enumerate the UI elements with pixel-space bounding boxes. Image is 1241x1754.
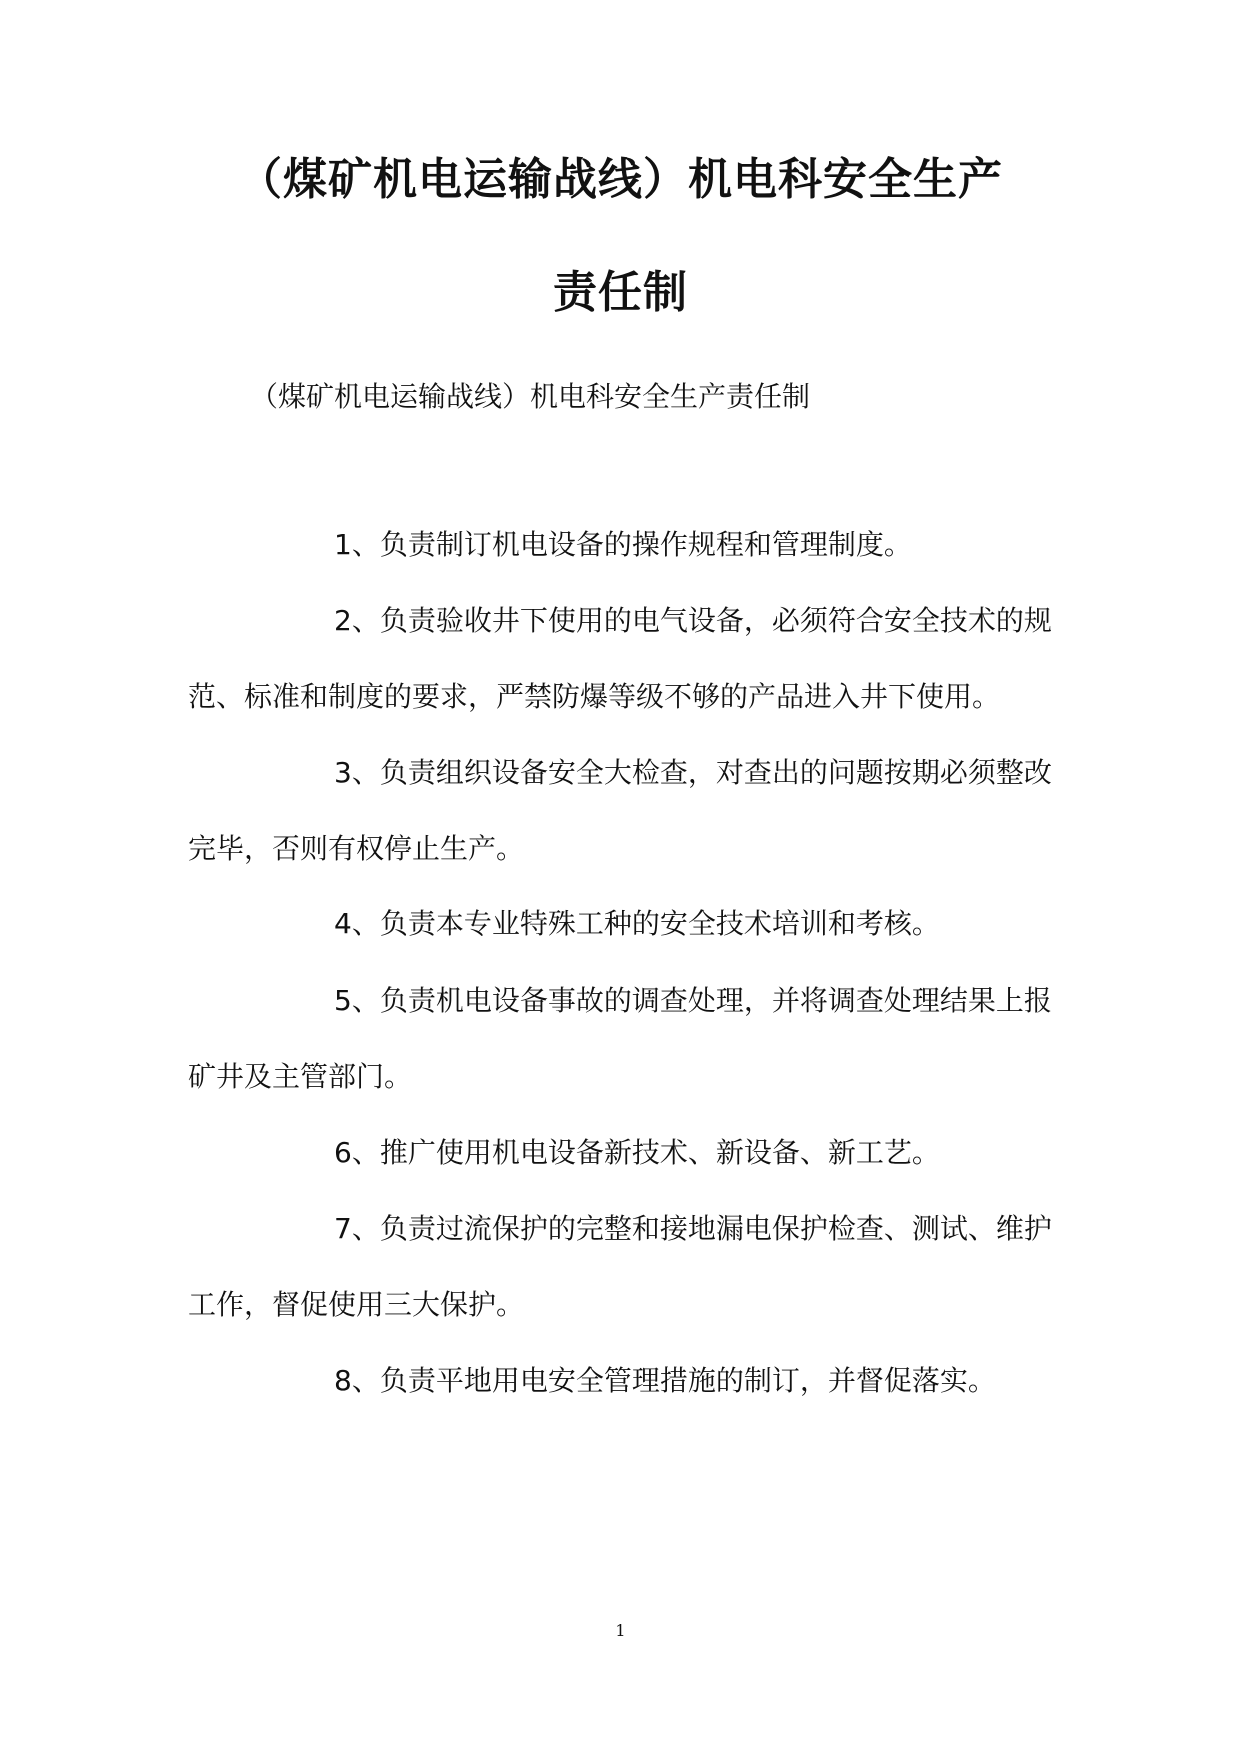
paragraph-2: 2、负责验收井下使用的电气设备，必须符合安全技术的规范、标准和制度的要求，严禁防爆等级不够的产品进入井下使用。 bbox=[188, 604, 1052, 713]
paragraph-7: 7、负责过流保护的完整和接地漏电保护检查、测试、维护工作，督促使用三大保护。 bbox=[188, 1212, 1052, 1321]
paragraph-3: 3、负责组织设备安全大检查，对查出的问题按期必须整改完毕，否则有权停止生产。 bbox=[188, 756, 1052, 865]
paragraph-4: 4、负责本专业特殊工种的安全技术培训和考核。 bbox=[334, 907, 940, 940]
paragraph-6: 6、推广使用机电设备新技术、新设备、新工艺。 bbox=[334, 1136, 940, 1169]
paragraph-1: 1、负责制订机电设备的操作规程和管理制度。 bbox=[334, 528, 912, 561]
document-subtitle: （煤矿机电运输战线）机电科安全生产责任制 bbox=[250, 380, 811, 413]
paragraph-8: 8、负责平地用电安全管理措施的制订，并督促落实。 bbox=[334, 1364, 996, 1397]
document-title-line-2: 责任制 bbox=[553, 267, 688, 318]
paragraph-5: 5、负责机电设备事故的调查处理，并将调查处理结果上报矿井及主管部门。 bbox=[188, 984, 1052, 1093]
page-number: 1 bbox=[615, 1621, 626, 1640]
document-title-line-1: （煤矿机电运输战线）机电科安全生产 bbox=[238, 154, 1003, 205]
